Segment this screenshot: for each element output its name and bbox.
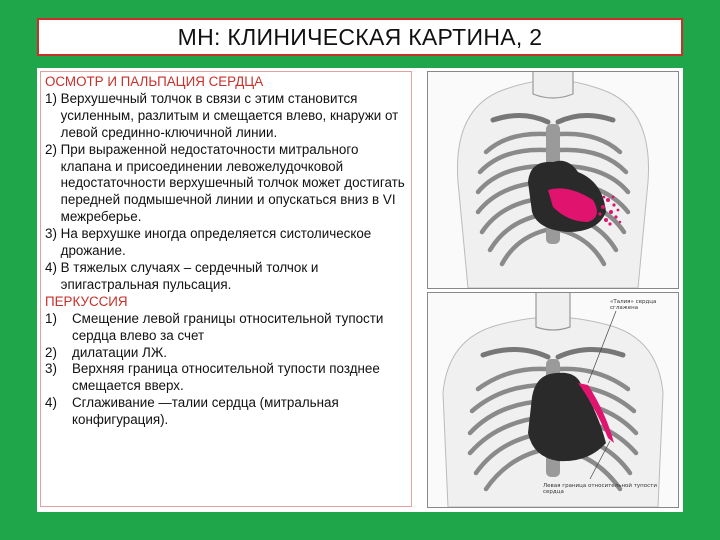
slide-title: МН: КЛИНИЧЕСКАЯ КАРТИНА, 2 [177, 23, 543, 50]
ribcage-heart-illustration [428, 72, 678, 288]
list-item: 1) Смещение левой границы относительной тупости сердца влево за счет [45, 310, 384, 343]
text-column [40, 71, 412, 507]
ribcage-heart-border-illustration [428, 293, 678, 507]
list-item: 2) дилатации ЛЖ. [45, 344, 167, 360]
caption-left-border: Левая граница относительной тупости сердца [543, 483, 657, 495]
list-item: 4) Сглаживание —талии сердца (митральная конфигурация). [45, 395, 339, 428]
slide-content [37, 68, 683, 512]
section-header-inspection: ОСМОТР И ПАЛЬПАЦИЯ СЕРДЦА [45, 74, 264, 89]
list-item: 3) Верхняя граница относительной тупости позднее смещается вверх. [45, 361, 380, 394]
list-item: 2) При выраженной недостаточности митрального клапана и присоединении левожелудочковой недостаточности верхушечный толчок может достигать передней подмышечной линии и опускаться вниз в VI межреберье. [45, 141, 405, 225]
section-header-percussion: ПЕРКУССИЯ [45, 293, 128, 309]
caption-heart-waist: «Талия» сердца сглажена [610, 299, 657, 311]
list-item: 4) В тяжелых случаях – сердечный толчок и эпигастральная пульсация. [45, 259, 319, 292]
list-item: 3) На верхушке иногда определяется систолическое дрожание. [45, 226, 372, 259]
list-item: 1) Верхушечный толчок в связи с этим становится усиленным, разлитым и смещается влево, кнаружи от левой срединно-ключичной линии. [45, 90, 399, 140]
illustration-column [427, 71, 679, 508]
slide-title-box [37, 18, 683, 56]
chest-illustration-apex-beat [427, 71, 679, 289]
chest-illustration-percussion [427, 292, 679, 508]
